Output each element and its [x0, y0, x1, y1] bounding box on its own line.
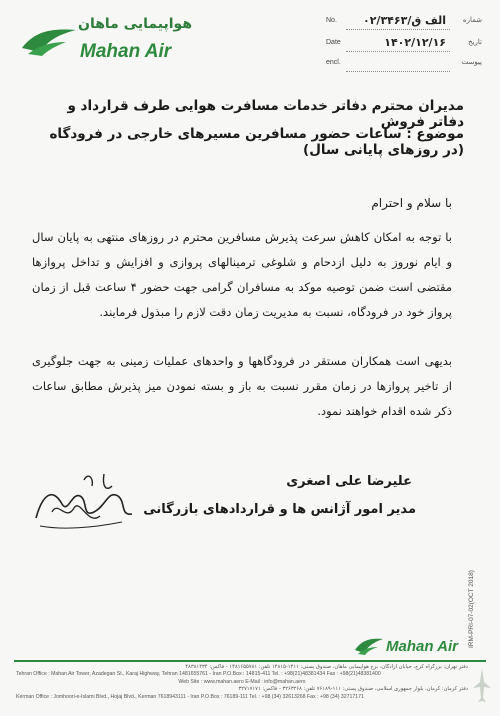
number-label: شماره	[462, 16, 482, 24]
footer-web: Web Site : www.mahan.aero E-Mail : info@mahan.aero	[178, 678, 306, 685]
letter-greeting: با سلام و احترام	[371, 196, 452, 210]
footer-tehran-fa: دفتر تهران: بزرگراه کرج، خیابان آزادگان، برج هواپیمایی ماهان، صندوق پستی: ۱۴۱۱-۱۴۸۱۵ تلفن: ۱۴۸۱۶۵۵۷۸۱ - فاکس: ۴۸۳۸۱۴۳۴	[185, 664, 468, 670]
form-code-text: IRM-PRI-07-02(OCT 2018)	[468, 570, 475, 648]
logo-persian-text: هواپیمایی ماهان	[78, 16, 193, 32]
letter-paragraph-1: با توجه به امکان کاهش سرعت پذیرش مسافرین محترم در روزهای منتهی به پایان سال و ایام نوروز به دلیل ازدحام و شلوغی ترمینالهای پروازی و افزایش و تداخل پروازها مقتضی است ضمن توصیه موکد به مسافران گرامی جهت حضور ۴ ساعت قبل از زمان پرواز خود در فرودگاه، نسبت به مدیریت زمان دقت لازم را مبذول فرمایند.	[32, 230, 452, 319]
mahan-air-logo	[20, 14, 193, 68]
mahan-air-emblem-icon	[20, 24, 78, 58]
logo-english-text: Mahan Air	[80, 41, 172, 62]
footer-kerman-fa: دفتر کرمان: کرمان، بلوار جمهوری اسلامی، صندوق پستی: ۱۱۱-۷۶۱۸۹ تلفن: ۳۲۶۳۲۶۸ - فاکس: ۳۲۷۱۷۱۷۱	[238, 686, 468, 693]
number-label-en: No.	[326, 17, 337, 24]
reference-enclosure-field	[326, 56, 482, 74]
date-label-en: Date	[326, 39, 341, 46]
reference-date-field	[326, 36, 482, 54]
reference-number-value: الف ق/۰۲/۳۴۶۳	[363, 14, 446, 27]
footer-brand-text: Mahan Air	[386, 638, 458, 655]
date-label: تاریخ	[468, 38, 482, 46]
reference-date-value: ۱۴۰۲/۱۲/۱۶	[384, 36, 446, 49]
signer-title: مدیر امور آژانس ها و قراردادهای بازرگانی	[143, 502, 416, 517]
handwritten-signature	[22, 456, 142, 536]
reference-number-field	[326, 14, 482, 32]
dotted-line	[346, 29, 450, 30]
footer-contact-info	[16, 664, 468, 701]
letter-addressee: مدیران محترم دفاتر خدمات مسافرت هوایی طرف قرارداد و دفاتر فروش	[67, 98, 464, 130]
dotted-line	[346, 51, 450, 52]
letter-paragraph-2: بدیهی است همکاران مستقر در فرودگاهها و واحدهای عملیات زمینی به جهت جلوگیری از تاخیر پروازها در زمان مقرر نسبت به باز و بسته نمودن میز پذیرش مطابق ساعات ذکر شده اقدام خواهند نمود.	[32, 354, 452, 418]
encl-label-en: encl.	[326, 59, 341, 66]
footer-kerman-en: Kerman Office : Jomhoori-e-Islami Blvd., Hojaj Blvd., Kerman 7618943111 - Iran P.O.Box : 76189-111 Tel. : +98 (34) 32613268 Fax : +98 (34) 32717171	[16, 693, 364, 700]
dotted-line	[346, 71, 450, 72]
mahan-air-emblem-icon	[354, 636, 384, 656]
footer-tehran-en: Tehran Office : Mahan Air Tower, Azadegan St., Karaj Highway, Tehran 1481655761 - Iran P.O.Box : 14815-411 Tel. : +98(21)48381434 Fax : +98(21)48381400	[16, 671, 381, 678]
letter-subject: موضوع : ساعات حضور مسافرین مسیرهای خارجی در فرودگاه (در روزهای پایانی سال)	[49, 126, 464, 158]
signer-name: علیرضا علی اصغری	[286, 474, 412, 489]
footer-divider	[14, 660, 486, 662]
encl-label: پیوست	[461, 58, 482, 66]
footer-brand	[354, 636, 484, 658]
airplane-icon	[472, 666, 492, 706]
